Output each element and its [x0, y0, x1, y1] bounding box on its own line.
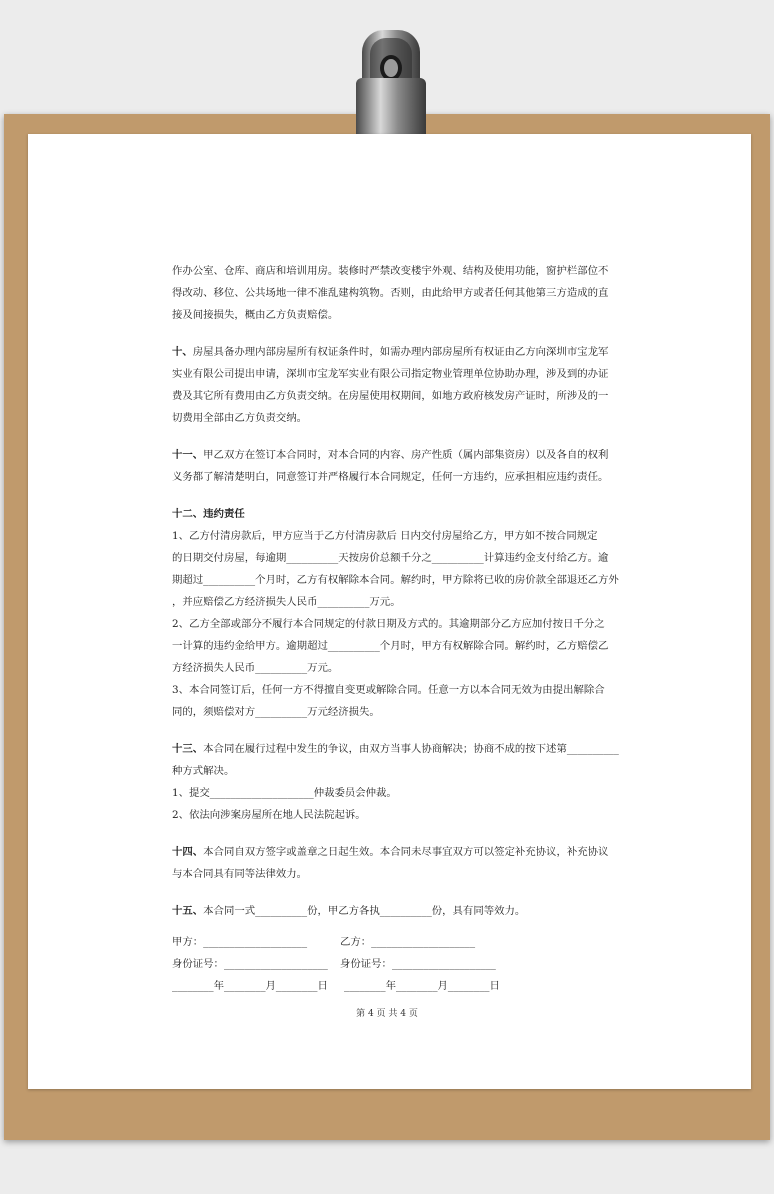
- party-a-field: 甲方：____________________: [172, 936, 308, 948]
- clause14-heading: 十四、: [172, 846, 204, 858]
- clause14-line: 十四、本合同自双方签字或盖章之日起生效。本合同未尽事宜双方可以签定补充协议，补充协议: [172, 846, 609, 858]
- clause14-line: 与本合同具有同等法律效力。: [172, 868, 308, 880]
- id-a-field: 身份证号：____________________: [172, 958, 328, 970]
- clause12-line: 同的，须赔偿对方__________万元经济损失。: [172, 706, 380, 718]
- clause12-line: 3、本合同签订后，任何一方不得擅自变更或解除合同。任意一方以本合同无效为由提出解除合: [172, 684, 605, 696]
- clause12-line: 1、乙方付清房款后，甲方应当于乙方付清房款后 日内交付房屋给乙方，甲方如不按合同规定: [172, 530, 598, 542]
- clause9-line: 接及间接损失，概由乙方负责赔偿。: [172, 309, 339, 321]
- clause11-line: 十一、甲乙双方在签订本合同时，对本合同的内容、房产性质（属内部集资房）以及各自的权利: [172, 449, 609, 461]
- clause11-line: 义务都了解清楚明白，同意签订并严格履行本合同规定，任何一方违约，应承担相应违约责任。: [172, 471, 609, 483]
- date-a-field: ________年________月________日: [172, 980, 328, 992]
- clause12-heading: 十二、违约责任: [172, 508, 245, 520]
- clause12-line: 一计算的违约金给甲方。逾期超过__________个月时，甲方有权解除合同。解约时，乙方赔偿乙: [172, 640, 609, 652]
- clause10-line: 切费用全部由乙方负责交纳。: [172, 412, 308, 424]
- clause13-line: 2、依法向涉案房屋所在地人民法院起诉。: [172, 809, 366, 821]
- clause13-heading: 十三、: [172, 743, 204, 755]
- clause13-line: 种方式解决。: [172, 765, 235, 777]
- clause9-line: 得改动、移位、公共场地一律不准乱建构筑物。否则，由此给甲方或者任何其他第三方造成的直: [172, 287, 609, 299]
- page-number: 第 4 页 共 4 页: [356, 1009, 418, 1019]
- clause10-line: 十、房屋具备办理内部房屋所有权证条件时，如需办理内部房屋所有权证由乙方向深圳市宝龙军: [172, 346, 609, 358]
- signature-row-party: [172, 931, 604, 953]
- clause10-line: 费及其它所有费用由乙方负责交纳。在房屋使用权期间，如地方政府核发房产证时，所涉及的一: [172, 390, 609, 402]
- clause10-line: 实业有限公司提出申请，深圳市宝龙军实业有限公司指定物业管理单位协助办理，涉及到的办证: [172, 368, 609, 380]
- clause12-line: ，并应赔偿乙方经济损失人民币__________万元。: [172, 596, 401, 608]
- clause15-line: 十五、本合同一式__________份，甲乙方各执__________份，具有同等效力。: [172, 905, 526, 917]
- clause11-heading: 十一、: [172, 449, 204, 461]
- party-b-field: 乙方：____________________: [340, 936, 476, 948]
- clause12-line: 2、乙方全部或部分不履行本合同规定的付款日期及方式的。其逾期部分乙方应加付按日千分之: [172, 618, 605, 630]
- clause15-heading: 十五、: [172, 905, 204, 917]
- clause10-heading: 十、: [172, 346, 193, 358]
- id-b-field: 身份证号：____________________: [340, 958, 496, 970]
- signature-row-id: [172, 953, 604, 975]
- clause12-line: 方经济损失人民币__________万元。: [172, 662, 339, 674]
- signature-row-date: [172, 975, 604, 997]
- date-b-field: ________年________月________日: [344, 980, 500, 992]
- clause13-line: 1、提交____________________仲裁委员会仲裁。: [172, 787, 397, 799]
- contract-body: [172, 260, 619, 997]
- clause9-line: 作办公室、仓库、商店和培训用房。装修时严禁改变楼宇外观、结构及使用功能，窗护栏部位不: [172, 265, 609, 277]
- clause12-line: 的日期交付房屋，每逾期__________天按房价总额千分之__________计算违约金支付给乙方。逾: [172, 552, 609, 564]
- clause12-line: 期超过__________个月时，乙方有权解除本合同。解约时，甲方除将已收的房价款全部退还乙方外: [172, 574, 619, 586]
- clause13-line: 十三、本合同在履行过程中发生的争议，由双方当事人协商解决；协商不成的按下述第__________: [172, 743, 619, 755]
